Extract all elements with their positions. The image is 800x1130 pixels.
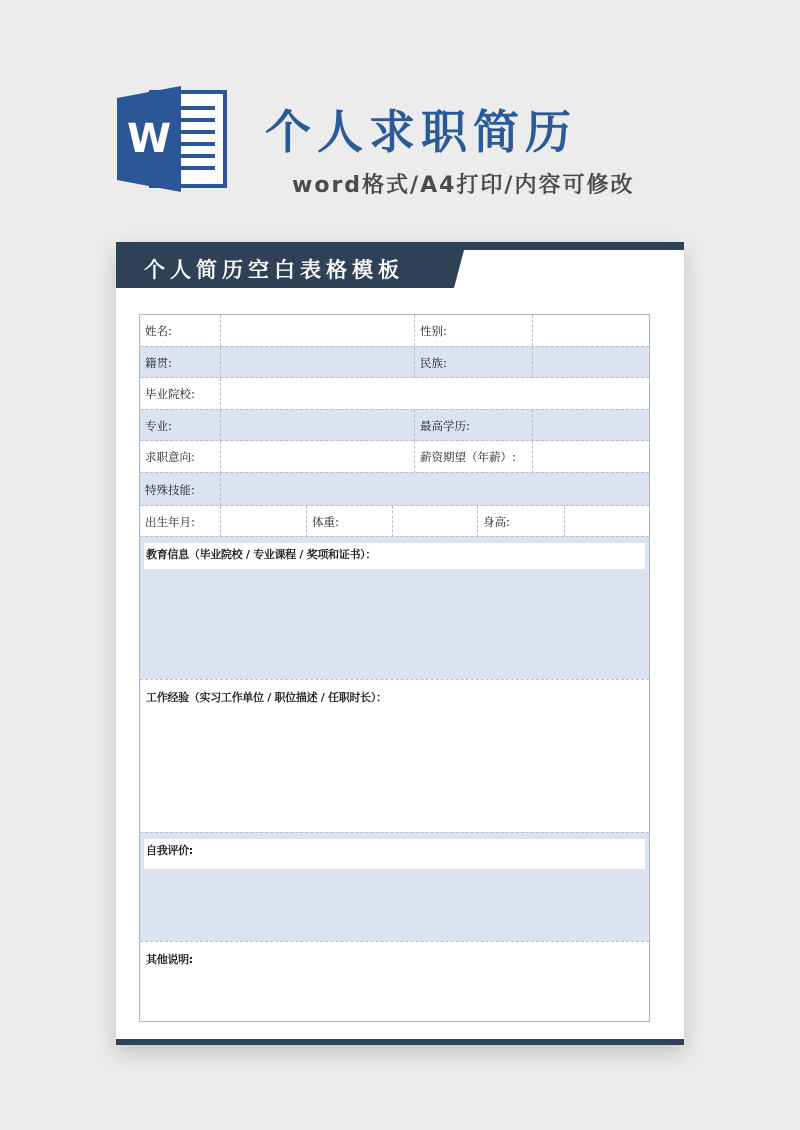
birth-label: 出生年月: [145,514,195,529]
school-label: 毕业院校: [145,387,195,401]
job-intent-field[interactable] [220,441,414,473]
self-evaluation-heading: 自我评价: [144,839,645,869]
major-label: 专业: [145,418,172,433]
table-row [140,377,649,410]
education-heading: 教育信息（毕业院校 / 专业课程 / 奖项和证书）： [144,543,645,569]
salary-label: 薪资期望（年薪）: [414,441,532,473]
origin-field[interactable] [220,347,414,378]
work-section[interactable] [140,679,649,832]
height-label: 身高: [477,506,564,537]
degree-label: 最高学历: [414,410,532,441]
table-row [140,440,649,473]
salary-field[interactable] [532,441,649,473]
work-heading: 工作经验（实习工作单位 / 职位描述 / 任职时长）： [146,691,387,704]
other-notes-section[interactable] [140,941,649,1021]
job-intent-label: 求职意向: [145,450,195,464]
svg-text:W: W [127,116,172,162]
word-document-icon [117,86,227,192]
self-evaluation-section[interactable] [140,832,649,941]
name-field[interactable] [220,315,414,346]
page-title: 个人求职简历 [265,105,577,159]
table-row [140,409,649,441]
education-section[interactable] [140,536,649,679]
table-row [140,472,649,506]
table-row [140,346,649,378]
other-notes-heading: 其他说明: [146,953,193,966]
gender-field[interactable] [532,315,649,346]
school-field[interactable] [220,378,649,410]
name-label: 姓名: [145,323,172,338]
banner-title: 个人简历空白表格模板 [144,258,404,282]
skills-field[interactable] [220,473,649,506]
skills-label: 特殊技能: [145,482,195,497]
weight-field[interactable] [392,506,477,537]
gender-label: 性别: [414,315,532,346]
origin-label: 籍贯: [145,355,172,370]
resume-form-table [139,314,650,1022]
table-row [140,315,649,346]
major-field[interactable] [220,410,414,441]
degree-field[interactable] [532,410,649,441]
table-row [140,505,649,537]
ethnicity-label: 民族: [414,347,532,378]
ethnicity-field[interactable] [532,347,649,378]
height-field[interactable] [564,506,649,537]
page-subtitle: word格式/A4打印/内容可修改 [292,173,635,198]
weight-label: 体重: [306,506,392,537]
birth-field[interactable] [220,506,306,537]
